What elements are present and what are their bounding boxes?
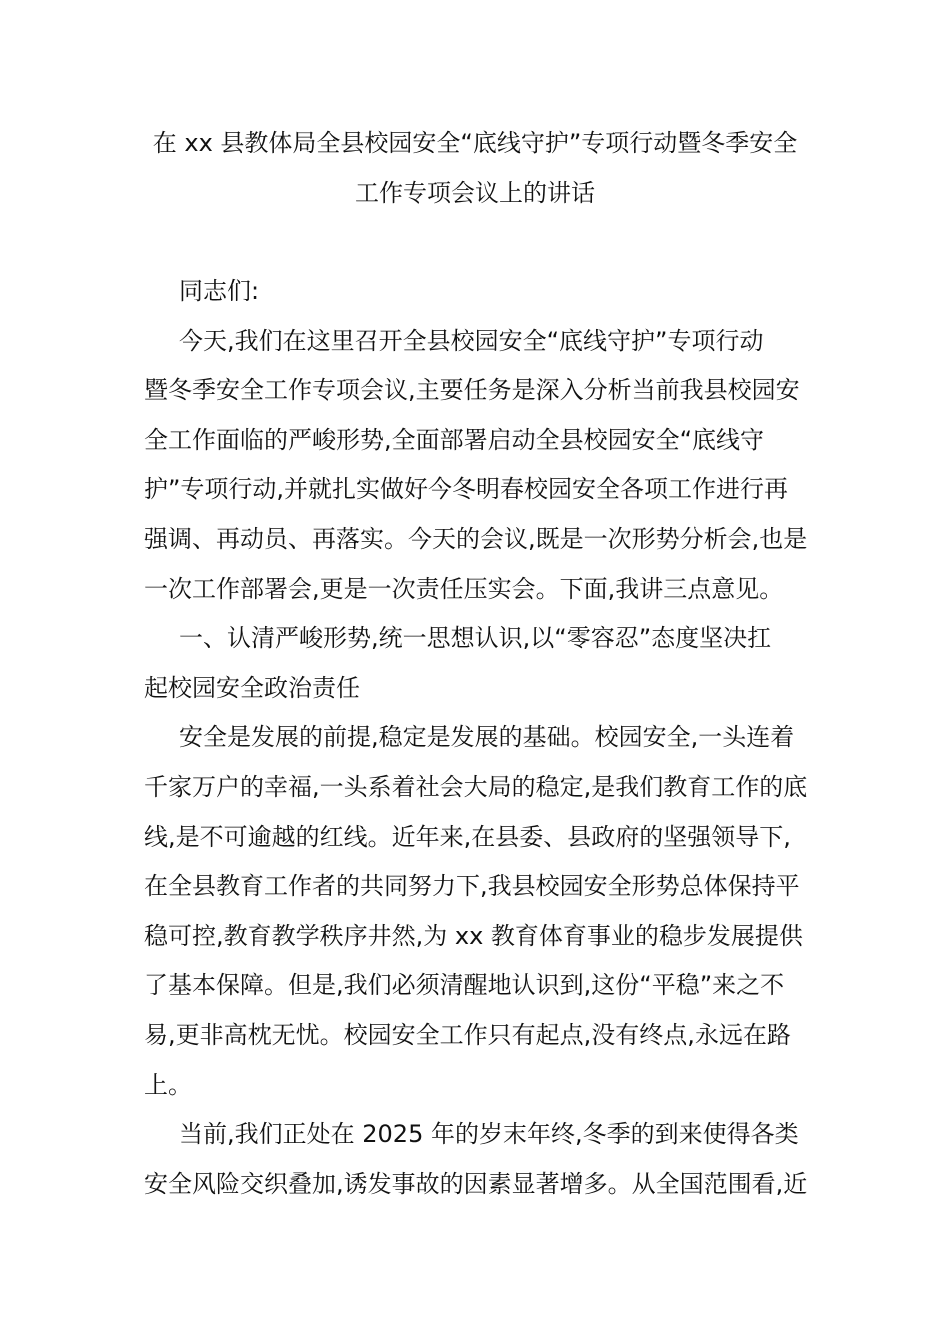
paragraph-line: 安全风险交织叠加,诱发事故的因素显著增多。从全国范围看,近 [144,1169,808,1198]
document-title [145,118,805,218]
paragraph-line: 易,更非高枕无忧。校园安全工作只有起点,没有终点,永远在路 [144,1020,791,1049]
title-line: 在 xx 县教体局全县校园安全“底线守护”专项行动暨冬季安全 [152,129,798,157]
paragraph-line: 一次工作部署会,更是一次责任压实会。下面,我讲三点意见。 [144,574,784,603]
paragraph-line: 当前,我们正处在 2025 年的岁末年终,冬季的到来使得各类 [179,1120,799,1149]
paragraph-line: 全工作面临的严峻形势,全面部署启动全县校园安全“底线守 [144,425,765,454]
paragraph-line: 安全是发展的前提,稳定是发展的基础。校园安全,一头连着 [179,723,795,752]
paragraph-line: 强调、再动员、再落实。今天的会议,既是一次形势分析会,也是 [144,524,808,553]
paragraph-line: 了基本保障。但是,我们必须清醒地认识到,这份“平稳”来之不 [144,971,785,1000]
paragraph-line: 暨冬季安全工作专项会议,主要任务是深入分析当前我县校园安 [144,376,800,405]
paragraph-line: 千家万户的幸福,一头系着社会大局的稳定,是我们教育工作的底 [144,772,808,801]
paragraph-line: 在全县教育工作者的共同努力下,我县校园安全形势总体保持平 [144,872,800,901]
paragraph-line: 上。 [144,1070,192,1099]
document-body [144,267,808,1209]
paragraph-line: 护”专项行动,并就扎实做好今冬明春校园安全各项工作进行再 [144,475,789,504]
paragraph-line: 今天,我们在这里召开全县校园安全“底线守护”专项行动 [179,326,764,355]
section-heading: 起校园安全政治责任 [144,673,360,702]
section-heading: 一、认清严峻形势,统一思想认识,以“零容忍”态度坚决扛 [179,624,772,653]
salutation: 同志们: [179,277,260,305]
paragraph-line: 线,是不可逾越的红线。近年来,在县委、县政府的坚强领导下, [144,822,791,851]
title-line: 工作专项会议上的讲话 [355,179,595,207]
paragraph-line: 稳可控,教育教学秩序井然,为 xx 教育体育事业的稳步发展提供 [144,921,803,950]
